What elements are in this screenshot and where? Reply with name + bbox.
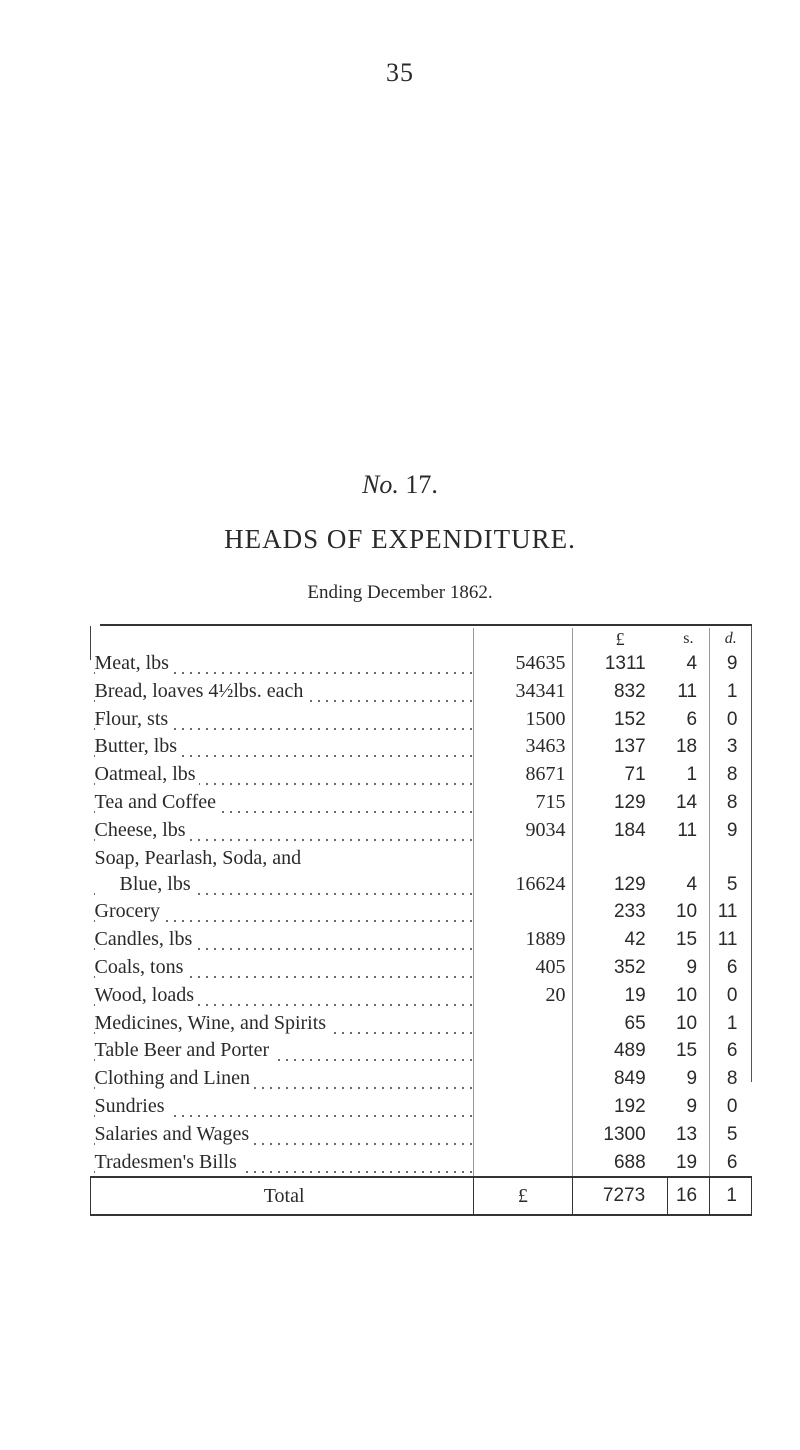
table-row	[91, 761, 752, 789]
table-row	[91, 733, 752, 761]
shillings-cell: 6	[686, 708, 698, 730]
pounds-cell: 129	[572, 871, 668, 899]
item-label: Coals, tons	[95, 956, 187, 978]
header-qty-cell	[474, 628, 572, 650]
item-label-cell	[91, 789, 474, 817]
pence-cell: 8	[710, 761, 752, 789]
table-row	[91, 954, 752, 982]
table-row	[91, 982, 752, 1010]
quantity-cell	[474, 1065, 572, 1093]
quantity-cell	[474, 845, 572, 871]
item-label-cell	[91, 817, 474, 845]
shillings-cell: 11	[677, 680, 698, 702]
shillings-cell: 18	[675, 736, 698, 758]
pounds-cell: 832	[572, 678, 668, 706]
pounds-cell: 42	[572, 926, 668, 954]
quantity-cell: 3463	[474, 733, 572, 761]
item-label-cell	[91, 1149, 474, 1178]
table-top-rule	[100, 624, 752, 626]
shillings-cell: 13	[675, 1123, 698, 1145]
item-label: Flour, sts	[95, 708, 172, 730]
item-label-cell	[91, 1010, 474, 1038]
table-row	[91, 1037, 752, 1065]
pence-cell: 6	[710, 1037, 752, 1065]
pounds-cell	[572, 845, 668, 871]
item-label: Butter, lbs	[95, 735, 181, 757]
total-label: Total	[91, 1177, 474, 1215]
pence-cell: 5	[710, 1121, 752, 1149]
pounds-cell: 352	[572, 954, 668, 982]
table-row	[91, 650, 752, 678]
shillings-cell: 9	[686, 1095, 698, 1117]
quantity-cell: 20	[474, 982, 572, 1010]
table-row	[91, 678, 752, 706]
pounds-cell: 1300	[572, 1121, 668, 1149]
item-label-cell	[91, 871, 474, 899]
quantity-cell: 9034	[474, 817, 572, 845]
quantity-cell: 1889	[474, 926, 572, 954]
item-label-cell	[91, 898, 474, 926]
item-label-cell	[91, 926, 474, 954]
pence-cell: 0	[710, 982, 752, 1010]
shillings-cell: 10	[675, 1012, 698, 1034]
expenditure-table-body	[91, 628, 752, 1215]
pence-cell: 8	[710, 789, 752, 817]
table-row	[91, 845, 752, 871]
shillings-cell: 9	[686, 1068, 698, 1090]
total-pence: 1	[710, 1177, 752, 1215]
pounds-cell: 184	[572, 817, 668, 845]
table-row	[91, 926, 752, 954]
header-pounds: £	[572, 628, 668, 650]
shillings-cell: 15	[675, 1040, 698, 1062]
item-label-cell	[91, 706, 474, 734]
item-label-cell	[91, 761, 474, 789]
item-label: Clothing and Linen	[95, 1067, 254, 1089]
pounds-cell: 65	[572, 1010, 668, 1038]
pence-cell: 1	[710, 678, 752, 706]
item-label-cell	[91, 845, 474, 871]
item-label: Bread, loaves 4½lbs. each	[95, 680, 307, 702]
quantity-cell	[474, 1121, 572, 1149]
header-item-cell	[91, 628, 474, 650]
table-row	[91, 1149, 752, 1178]
item-label-cell	[91, 954, 474, 982]
item-label: Meat, lbs	[95, 652, 172, 674]
page-number: 35	[386, 58, 414, 87]
table-row	[91, 1121, 752, 1149]
header-pence: d.	[710, 628, 752, 650]
document-number-prefix: No.	[362, 470, 399, 499]
item-label-cell	[91, 982, 474, 1010]
document-number	[0, 470, 800, 500]
pence-cell: 3	[710, 733, 752, 761]
pounds-cell: 688	[572, 1149, 668, 1178]
shillings-cell: 19	[675, 1151, 698, 1173]
pence-cell: 9	[710, 650, 752, 678]
pence-cell: 0	[710, 706, 752, 734]
item-label: Oatmeal, lbs	[95, 763, 199, 785]
item-label-cell	[91, 650, 474, 678]
item-label: Grocery	[95, 900, 164, 922]
pence-cell: 1	[710, 1010, 752, 1038]
shillings-cell: 11	[677, 819, 698, 841]
item-label: Tea and Coffee	[95, 791, 220, 813]
pounds-cell: 489	[572, 1037, 668, 1065]
pence-cell: 0	[710, 1093, 752, 1121]
item-label-cell	[91, 1065, 474, 1093]
document-number-value: 17.	[405, 470, 438, 499]
pounds-cell: 129	[572, 789, 668, 817]
total-currency: £	[474, 1177, 572, 1215]
table-header-row	[91, 628, 752, 650]
total-pounds: 7273	[572, 1177, 668, 1215]
shillings-cell: 9	[686, 956, 698, 978]
pounds-cell: 1311	[572, 650, 668, 678]
quantity-cell: 54635	[474, 650, 572, 678]
shillings-cell	[668, 845, 710, 871]
pence-cell: 8	[710, 1065, 752, 1093]
item-label-cell	[91, 1121, 474, 1149]
item-label-cell	[91, 678, 474, 706]
quantity-cell	[474, 1149, 572, 1178]
pence-cell: 11	[710, 898, 752, 926]
item-label: Soap, Pearlash, Soda, and	[95, 847, 305, 869]
table-row	[91, 871, 752, 899]
quantity-cell: 715	[474, 789, 572, 817]
shillings-cell: 10	[675, 984, 698, 1006]
pounds-cell: 71	[572, 761, 668, 789]
item-label: Medicines, Wine, and Spirits	[95, 1012, 330, 1034]
table-row	[91, 789, 752, 817]
pence-cell: 6	[710, 954, 752, 982]
item-label: Table Beer and Porter	[95, 1039, 273, 1061]
pounds-cell: 137	[572, 733, 668, 761]
expenditure-table	[90, 628, 752, 1216]
pounds-cell: 19	[572, 982, 668, 1010]
item-label-cell	[91, 1093, 474, 1121]
total-row	[91, 1177, 752, 1215]
pence-cell: 9	[710, 817, 752, 845]
pounds-cell: 192	[572, 1093, 668, 1121]
document-title: HEADS OF EXPENDITURE.	[224, 524, 576, 554]
item-label: Tradesmen's Bills	[95, 1151, 240, 1173]
item-label: Sundries	[95, 1095, 168, 1117]
quantity-cell	[474, 1010, 572, 1038]
item-label: Salaries and Wages	[95, 1123, 253, 1145]
table-row	[91, 706, 752, 734]
pounds-cell: 849	[572, 1065, 668, 1093]
item-label: Candles, lbs	[95, 928, 196, 950]
quantity-cell: 8671	[474, 761, 572, 789]
quantity-cell: 16624	[474, 871, 572, 899]
item-label: Cheese, lbs	[95, 819, 189, 841]
table-row	[91, 1065, 752, 1093]
total-shillings: 16	[668, 1177, 710, 1215]
item-label-cell	[91, 1037, 474, 1065]
pence-cell: 11	[710, 926, 752, 954]
table-row	[91, 1010, 752, 1038]
header-shillings: s.	[683, 630, 694, 647]
shillings-cell: 15	[675, 929, 698, 951]
quantity-cell: 34341	[474, 678, 572, 706]
quantity-cell	[474, 898, 572, 926]
shillings-cell: 10	[675, 901, 698, 923]
item-label: Wood, loads	[95, 984, 198, 1006]
shillings-cell: 4	[686, 873, 698, 895]
item-label-continued: Blue, lbs	[95, 873, 194, 895]
pence-cell: 5	[710, 871, 752, 899]
shillings-cell: 14	[675, 791, 698, 813]
shillings-cell: 1	[686, 764, 698, 786]
pence-cell	[710, 845, 752, 871]
pence-cell: 6	[710, 1149, 752, 1178]
shillings-cell: 4	[686, 653, 698, 674]
pounds-cell: 233	[572, 898, 668, 926]
table-row	[91, 898, 752, 926]
document-subtitle: Ending December 1862.	[307, 582, 493, 603]
quantity-cell	[474, 1037, 572, 1065]
quantity-cell: 405	[474, 954, 572, 982]
table-row	[91, 817, 752, 845]
pounds-cell: 152	[572, 706, 668, 734]
quantity-cell: 1500	[474, 706, 572, 734]
table-row	[91, 1093, 752, 1121]
quantity-cell	[474, 1093, 572, 1121]
item-label-cell	[91, 733, 474, 761]
